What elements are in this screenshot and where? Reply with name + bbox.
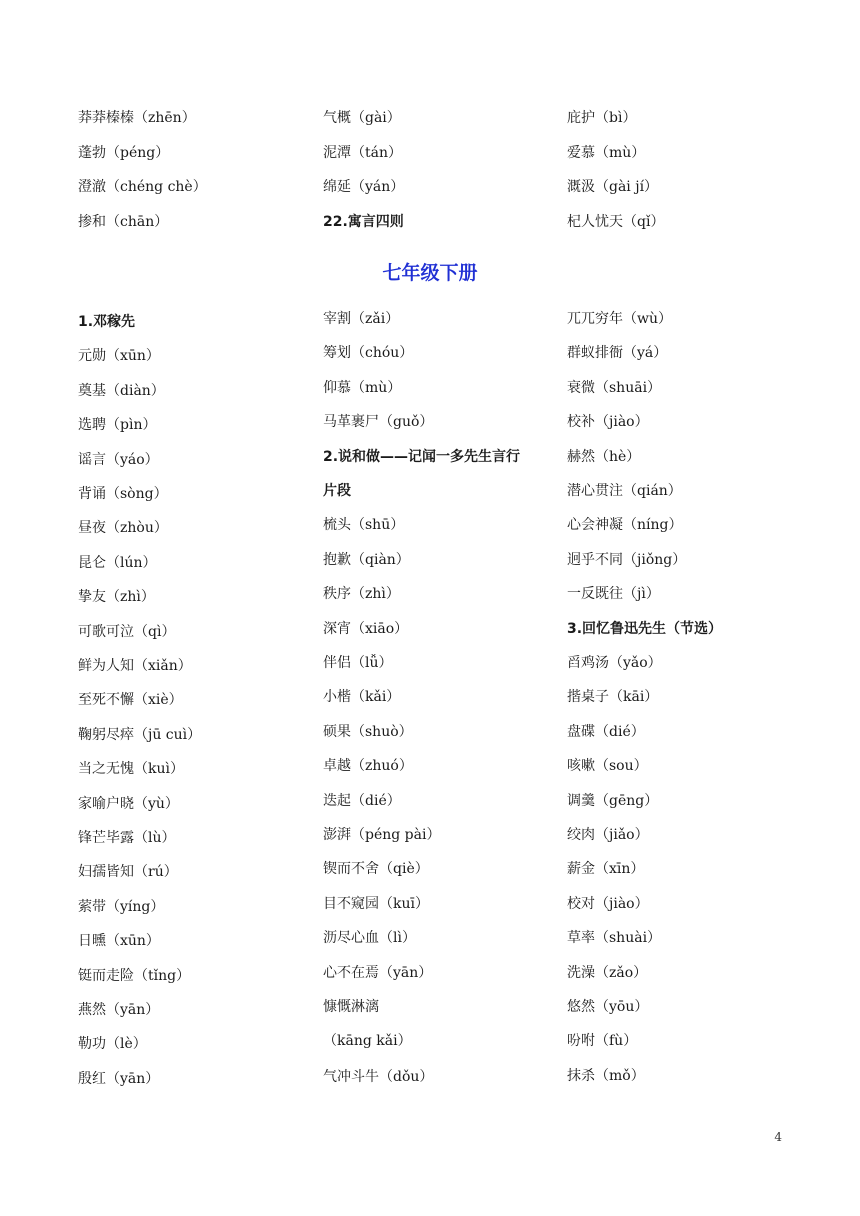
vocab-entry: 吩咐（fù）	[567, 1033, 638, 1050]
vocab-entry: 溉汲（gài jí）	[567, 179, 659, 195]
vocab-entry: 鲜为人知（xiǎn）	[78, 658, 192, 674]
vocab-entry: 赫然（hè）	[567, 448, 641, 465]
vocab-entry: 日曛（xūn）	[78, 933, 160, 950]
vocab-entry: 锋芒毕露（lù）	[78, 830, 176, 846]
section-heading: 七年级下册	[382, 262, 478, 284]
vocab-entry: 衰微（shuāi）	[567, 379, 662, 396]
vocab-entry: 家喻户晓（yù）	[78, 795, 179, 812]
vocab-entry: 仰慕（mù）	[323, 379, 402, 396]
vocab-entry: 气冲斗牛（dǒu）	[323, 1069, 434, 1085]
vocab-entry: 洗澡（zǎo）	[567, 964, 648, 981]
vocab-entry: 萦带（yíng）	[78, 898, 165, 915]
vocab-entry: 当之无愧（kuì）	[78, 761, 184, 778]
vocab-entry: 硕果（shuò）	[323, 723, 413, 740]
vocab-entry: 选聘（pìn）	[78, 417, 157, 434]
lesson-heading: 3.回忆鲁迅先生（节选）	[567, 620, 723, 637]
vocab-entry: 奠基（diàn）	[78, 382, 165, 399]
vocab-entry: 谣言（yáo）	[78, 451, 159, 468]
vocab-entry: 校对（jiào）	[567, 895, 649, 912]
vocab-entry: 至死不懈（xiè）	[78, 692, 183, 709]
vocab-entry: 盘碟（dié）	[567, 723, 645, 740]
vocab-entry: 殷红（yān）	[78, 1070, 160, 1087]
vocab-entry: 筹划（chóu）	[323, 345, 414, 362]
vocab-entry: 气概（gài）	[323, 110, 401, 126]
vocab-entry: 潜心贯注（qián）	[567, 483, 682, 499]
vocab-entry: 沥尽心血（lì）	[323, 930, 416, 947]
vocab-entry: 绞肉（jiǎo）	[567, 827, 649, 843]
vocab-entry: 校补（jiào）	[567, 414, 649, 431]
vocab-entry: 调羹（gēng）	[567, 792, 659, 809]
vocab-entry: 兀兀穷年（wù）	[567, 311, 672, 327]
vocab-entry: 妇孺皆知（rú）	[78, 864, 178, 881]
vocab-entry: 澄澈（chéng chè）	[78, 179, 207, 195]
vocab-entry: 目不窥园（kuī）	[323, 895, 429, 912]
vocab-entry: 元勋（xūn）	[78, 348, 160, 365]
vocab-entry: 掺和（chān）	[78, 213, 169, 230]
vocab-entry: 挚友（zhì）	[78, 589, 155, 606]
vocab-entry: 心会神凝（níng）	[567, 517, 683, 534]
vocab-entry: 可歌可泣（qì）	[78, 623, 176, 640]
vocab-entry: 蓬勃（péng）	[78, 144, 170, 161]
vocab-entry: 昼夜（zhòu）	[78, 520, 168, 537]
vocab-entry: 抱歉（qiàn）	[323, 551, 410, 568]
vocab-entry: 昆仑（lún）	[78, 554, 157, 571]
vocab-entry: 泥潭（tán）	[323, 144, 402, 161]
vocab-entry: 揩桌子（kāi）	[567, 689, 659, 706]
vocab-entry: 舀鸡汤（yǎo）	[567, 655, 662, 671]
vocab-entry: 铤而走险（tǐng）	[78, 967, 191, 984]
vocab-entry: 绵延（yán）	[323, 179, 405, 195]
vocab-entry: 鞠躬尽瘁（jū cuì）	[78, 726, 202, 743]
vocab-entry: 勒功（lè）	[78, 1036, 147, 1053]
vocab-entry: 抹杀（mǒ）	[567, 1067, 645, 1084]
vocab-entry: 卓越（zhuó）	[323, 758, 413, 775]
vocab-entry: 迭起（dié）	[323, 792, 401, 809]
vocab-entry: 深宵（xiāo）	[323, 620, 409, 637]
vocab-entry: 梳头（shū）	[323, 517, 405, 534]
vocab-entry: 背诵（sòng）	[78, 486, 168, 502]
vocab-entry: 庇护（bì）	[567, 110, 637, 126]
vocab-entry: 秩序（zhì）	[323, 586, 400, 603]
vocab-entry: 澎湃（péng pài）	[323, 827, 441, 843]
vocab-entry: 一反既往（jì）	[567, 586, 660, 603]
lesson-heading: 22.寓言四则	[323, 213, 404, 230]
lesson-heading: 片段	[323, 483, 351, 499]
vocab-entry: 悠然（yōu）	[567, 999, 649, 1015]
vocab-entry: 锲而不舍（qiè）	[323, 861, 429, 878]
vocab-entry: 莽莽榛榛（zhēn）	[78, 110, 196, 126]
vocab-entry: 心不在焉（yān）	[323, 964, 433, 981]
vocab-entry: 咳嗽（sou）	[567, 758, 648, 775]
vocab-entry: 马革裹尸（guǒ）	[323, 414, 434, 431]
vocab-entry: 爱慕（mù）	[567, 144, 646, 161]
vocab-entry: 宰割（zǎi）	[323, 311, 400, 327]
page-number: 4	[774, 1130, 782, 1144]
lesson-heading: 1.邓稼先	[78, 314, 136, 330]
vocab-entry: 慷慨淋漓	[323, 999, 379, 1015]
vocab-entry: 小楷（kǎi）	[323, 689, 401, 706]
lesson-heading: 2.说和做——记闻一多先生言行	[323, 448, 521, 465]
vocab-entry: 群蚁排衙（yá）	[567, 345, 668, 362]
vocab-entry: 草率（shuài）	[567, 930, 662, 947]
vocab-entry: 薪金（xīn）	[567, 861, 645, 878]
vocab-entry: 杞人忧天（qǐ）	[567, 213, 665, 230]
vocab-entry: 迥乎不同（jiǒng）	[567, 551, 687, 568]
vocab-entry: 伴侣（lǚ）	[323, 655, 393, 671]
vocab-entry: 燕然（yān）	[78, 1002, 160, 1018]
vocab-entry: （kāng kǎi）	[323, 1033, 412, 1050]
